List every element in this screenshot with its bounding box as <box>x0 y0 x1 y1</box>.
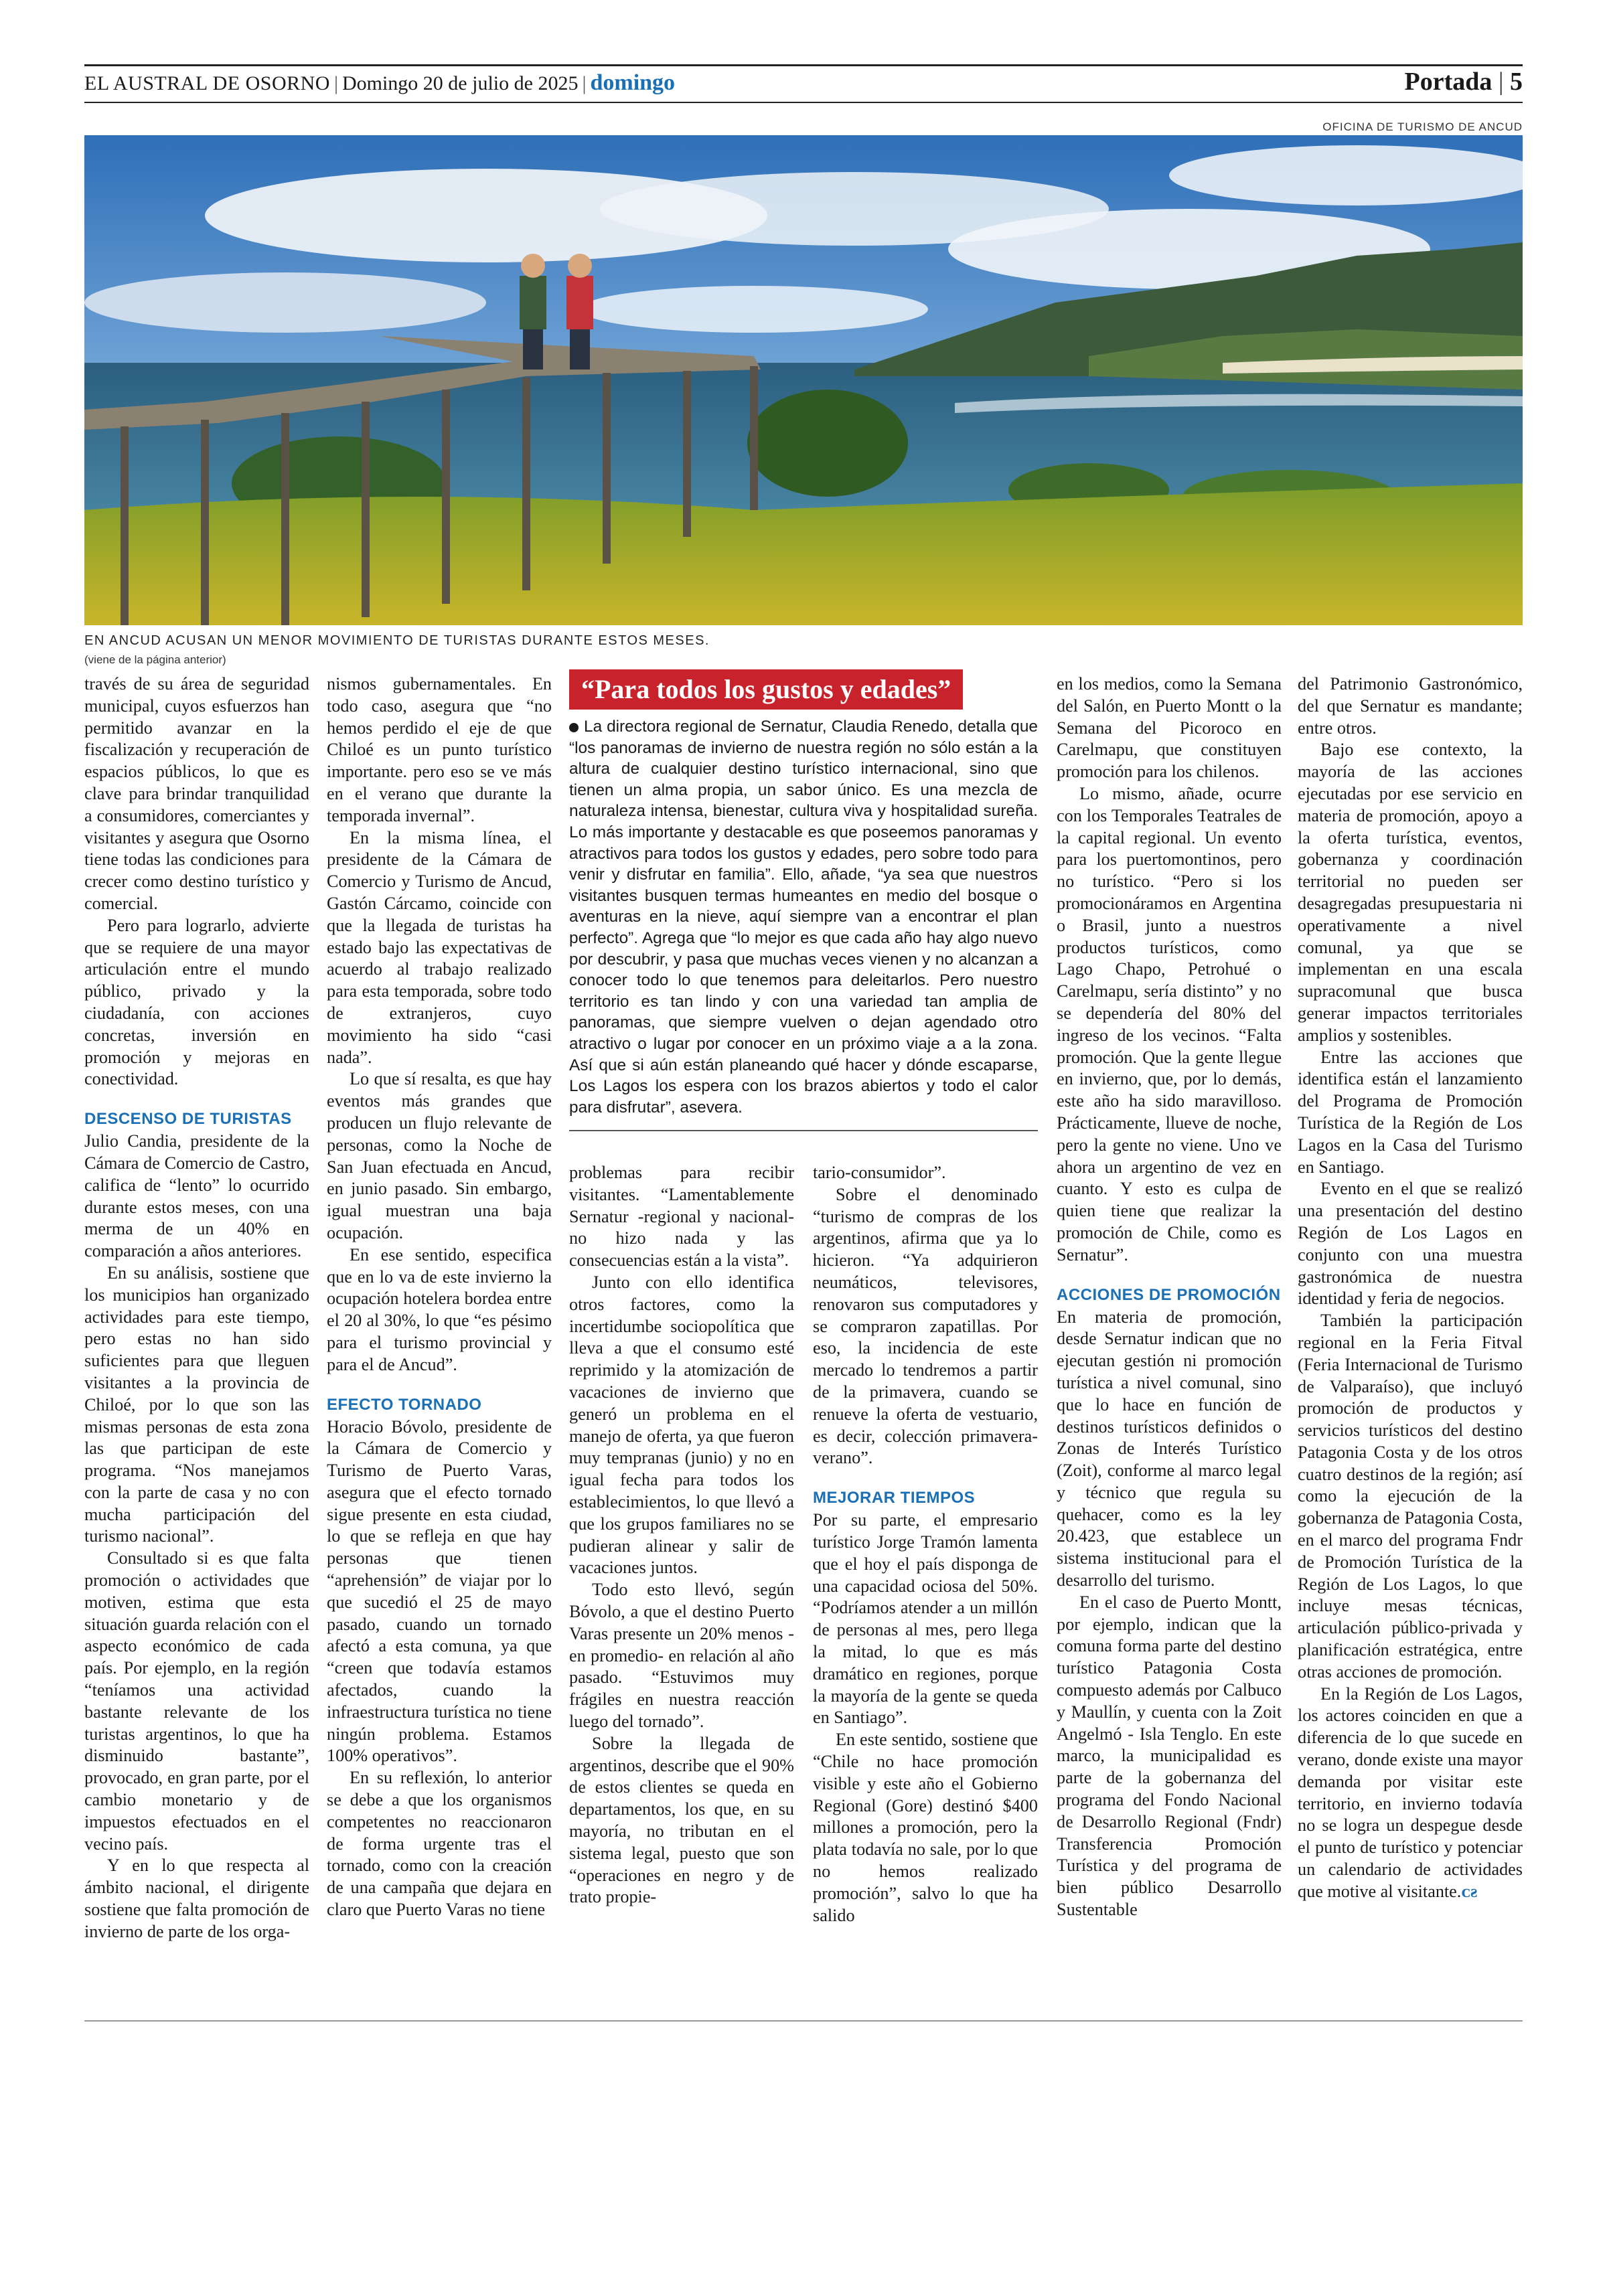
article-column-2 <box>327 673 552 1921</box>
section-name: Portada <box>1404 68 1493 96</box>
article-paragraph: Por su parte, el empresario turístico Jorge Tramón lamenta que el hoy el país disponga de una capacidad ociosa del 50%. “Podríamos atender a un millón de personas al mes, pero llega la mitad, lo que es más dramático en regiones, porque la mayoría de la gente se queda en Santiago”. <box>813 1510 1038 1728</box>
article-paragraph: Julio Candia, presidente de la Cámara de Comercio de Castro, califica de “lento” lo ocurrido durante estos meses, con una merma de un 40% en comparación a años anteriores. <box>84 1131 309 1261</box>
box-body <box>569 716 1038 1118</box>
article-paragraph: Junto con ello identifica otros factores, como la incertidumbe sociopolítica que lleva a que el consumo esté reprimido y la atomización de vacaciones de invierno que generó un problema en el manejo de oferta, ya que fueron muy tempranas (junio) y no en igual fecha para todos los establecimientos, lo que llevó a que los grupos familiares no se pudieran alinear y salir de vacaciones juntos. <box>569 1272 794 1578</box>
masthead <box>84 70 1523 96</box>
subhead-tornado: EFECTO TORNADO <box>327 1395 482 1414</box>
article-paragraph: Lo mismo, añade, ocurre con los Temporales Teatrales de la capital regional. Un evento para los puertomontinos, pero no turístico. “Pero si los promocionáramos en Argentina o Brasil, junto a nuestros productos turísticos, como Lago Chapo, Petrohué o Carelmapu, sería distinto” y no se dependería del 80% del ingreso de los vecinos. “Falta promoción. Que la gente llegue en invierno, que, por lo demás, este año ha sido maravilloso. Prácticamente, llueve de noche, pero la gente no viene. Uno ve ahora un argentino de vez en cuanto. Y esto es culpa de quien tiene que realizar la promoción de Chile, como es Sernatur”. <box>1057 783 1282 1264</box>
article-paragraph: En el caso de Puerto Montt, por ejemplo, indican que la comuna forma parte del destino turístico Patagonia Costa compuesto además por Calbuco y Maullín, y cuenta con la Zoit Angelmó - Isla Tenglo. En este marco, la municipalidad es parte de la gobernanza del programa del Fondo Nacional de Desarrollo Regional (Fndr) Transferencia Promoción Turística y del programa de bien público Desarrollo Sustentable <box>1057 1592 1282 1920</box>
box-text: La directora regional de Sernatur, Claudia Renedo, detalla que “los panoramas de invierno de nuestra región no sólo están a la altura de cualquier destino turístico internacional, sino que tienen un alma propia, un sabor único. Es una mezcla de naturaleza intensa, bienestar, cultura viva y hospitalidad sureña. Lo más importante y destacable es que poseemos panoramas y atractivos para todos los gustos y edades, pero sobre todo para venir y disfrutar en familia”. Ello, añade, “ya sea que nuestros visitantes busquen termas humeantes en medio del bosque o aventuras en la nieve, aquí siempre van a encontrar el plan perfecto”. Agrega que “lo mejor es que cada año hay algo nuevo por descubrir, y pasa que muchas veces vienen y no alcanzan a conocer todo lo que tenemos para deleitarlos. Pero nuestro territorio es tan lindo y con una variedad tan amplia de panoramas, que siempre vuelven o dejan agendado otro atractivo o lugar por conocer en un próximo viaje a a la zona. Así que si aún están planeando qué hacer y dónde escaparse, Los Lagos los espera con los brazos abiertos y todo el calor para disfrutar”, asevera. <box>569 718 1038 1117</box>
article-column-4 <box>813 1162 1038 1926</box>
section-label <box>1405 66 1523 98</box>
article-paragraph: Todo esto llevó, según Bóvolo, a que el destino Puerto Varas presente un 20% menos -en promedio- en relación al año pasado. “Estuvimos muy frágiles en nuestra reacción luego del tornado”. <box>569 1580 794 1731</box>
article-paragraph: En este sentido, sostiene que “Chile no hace promoción visible y este año el Gobierno Regional (Gore) destinó $400 millones a promoción, pero la plata todavía no sale, por lo que no hemos realizado promoción”, salvo lo que ha salido <box>813 1730 1038 1925</box>
coastal-boardwalk-photo <box>84 135 1523 625</box>
box-bottom-rule <box>569 1130 1038 1131</box>
masthead-bottom-rule <box>84 102 1523 103</box>
article-paragraph: Entre las acciones que identifica están el lanzamiento del Programa de Promoción Turística de la Región de Los Lagos en la Casa del Turismo en Santiago. <box>1298 1047 1523 1177</box>
article-paragraph: través de su área de seguridad municipal, cuyos esfuerzos han permitido avanzar en la fiscalización y recuperación de espacios públicos, lo que es clave para brindar tranquilidad a consumidores, comerciantes y visitantes y asegura que Osorno tiene todas las condiciones para crecer como destino turístico y comercial. <box>84 674 309 913</box>
end-mark-icon: ᴄƨ <box>1461 1881 1478 1901</box>
masthead-separator: | <box>582 72 587 94</box>
subhead-acciones: ACCIONES DE PROMOCIÓN <box>1057 1285 1281 1304</box>
article-paragraph: en los medios, como la Semana del Salón, en Puerto Montt o la Semana del Picoroco en Carelmapu, que constituyen promoción para los chilenos. <box>1057 674 1282 782</box>
article-paragraph: Horacio Bóvolo, presidente de la Cámara de Comercio y Turismo de Puerto Varas, asegura que el efecto tornado sigue presente en esta ciudad, lo que se refleja en que hay personas que tienen “aprehensión” de viajar por lo que sucedió el 25 de mayo pasado, cuando un tornado afectó a esta comuna, ya que “creen que todavía estamos afectados, cuando la infraestructura turística no tiene ningún problema. Estamos 100% operativos”. <box>327 1416 552 1766</box>
article-column-6 <box>1298 673 1523 1903</box>
article-paragraph: Sobre la llegada de argentinos, describe que el 90% de estos clientes se queda en departamentos, los que, en su mayoría, no tributan en el sistema legal, puesto que son “operaciones en negro y de trato propie- <box>569 1733 794 1907</box>
article-paragraph: Consultado si es que falta promoción o actividades que motiven, estima que esta situación guarda relación con el aspecto económico de cada país. Por ejemplo, en la región “teníamos una actividad bastante relevante de los turistas argentinos, lo que ha disminuido bastante”, provocado, en gran parte, por el cambio monetario y de impuestos efectuados en el vecino país. <box>84 1548 309 1854</box>
photo-credit: OFICINA DE TURISMO DE ANCUD <box>1322 120 1523 133</box>
article-column-3 <box>569 1162 794 1908</box>
continued-from-note: (viene de la página anterior) <box>84 653 226 666</box>
article-paragraph: del Patrimonio Gastronómico, del que Sernatur es mandante; entre otros. <box>1298 674 1523 738</box>
article-paragraph <box>1298 1684 1523 1903</box>
article-paragraph: nismos gubernamentales. En todo caso, asegura que “no hemos perdido el eje de que Chiloé es un punto turístico importante. pero eso se ve más en el verano que durante la temporada invernal”. <box>327 674 552 825</box>
article-paragraph: En su análisis, sostiene que los municipios han organizado actividades para este tiempo, pero estas no han sido suficientes para que lleguen visitantes a la provincia de Chiloé, por lo que son las mismas personas de esta zona las que participan de este programa. “Nos manejamos con la parte de casa y no con mucha participación del turismo nacional”. <box>84 1262 309 1546</box>
edition-name: domingo <box>590 70 676 95</box>
masthead-separator: | <box>333 72 338 94</box>
article-paragraph: En la misma línea, el presidente de la Cámara de Comercio y Turismo de Ancud, Gastón Cárcamo, coincide con que la llegada de turistas ha estado bajo las expectativas de acuerdo al trabajo realizado para esta temporada, sobre todo de extranjeros, cuyo movimiento ha sido “casi nada”. <box>327 827 552 1067</box>
bullet-icon <box>569 723 579 732</box>
page-bottom-rule <box>84 2020 1523 2022</box>
article-paragraph: También la participación regional en la Feria Fitval (Feria Internacional de Turismo de Valparaíso), que incluyó promoción de productos y servicios turísticos del destino Patagonia Costa y de los otros cuatro destinos de la región; así como la ejecución de la gobernanza de Patagonia Costa, en el marco del programa Fndr de Promoción Turística de la Región de Los Lagos, lo que incluye mesas técnicas, articulación público-privada y planificación estratégica, entre otras acciones de promoción. <box>1298 1311 1523 1682</box>
article-column-5 <box>1057 673 1282 1921</box>
box-title: “Para todos los gustos y edades” <box>569 669 963 710</box>
article-paragraph: Sobre el denominado “turismo de compras de los argentinos, afirma que ya lo hicieron. “Ya adquirieron neumáticos, televisores, renovaron sus computadores y se compraron zapatillas. Por eso, la incidencia de este mercado lo tendremos a partir de la primavera, cuando se renueve la oferta de vestuario, es decir, colección primavera-verano”. <box>813 1184 1038 1468</box>
article-paragraph: Y en lo que respecta al ámbito nacional, el dirigente sostiene que falta promoción de invierno de parte de los orga- <box>84 1856 309 1941</box>
article-paragraph: En materia de promoción, desde Sernatur indican que no ejecutan gestión ni promoción turística a nivel comunal, sino que lo hace en función de destinos turísticos definidos o Zonas de Interés Turístico (Zoit), conforme al marco legal y técnico que regula su quehacer, como es la ley 20.423, que establece un sistema institucional para el desarrollo del turismo. <box>1057 1307 1282 1590</box>
publication-date: Domingo 20 de julio de 2025 <box>341 72 579 94</box>
subhead-tiempos: MEJORAR TIEMPOS <box>813 1489 976 1507</box>
article-paragraph: problemas para recibir visitantes. “Lamentablemente Sernatur -regional y nacional- no hizo nada y las consecuencias están a la vista”. <box>569 1163 794 1270</box>
article-column-1 <box>84 673 309 1943</box>
publication-name: EL AUSTRAL DE OSORNO <box>84 72 330 94</box>
article-paragraph: Pero para lograrlo, advierte que se requiere de una mayor articulación entre el mundo público, privado y la ciudadanía, con acciones concretas, inversión en promoción y mejoras en conectividad. <box>84 915 309 1089</box>
page-separator: | <box>1492 68 1510 96</box>
article-paragraph: Bajo ese contexto, la mayoría de las acciones ejecutadas por ese servicio en materia de promoción, apoyo a la oferta turística, eventos, gobernanza y coordinación territorial no pueden ser desagregadas presupuestaria ni operativamente a nivel comunal, ya que se implementan en una escala supracomunal que busca generar impactos territoriales amplios y sostenibles. <box>1298 740 1523 1045</box>
lead-photo <box>84 135 1523 625</box>
photo-caption: EN ANCUD ACUSAN UN MENOR MOVIMIENTO DE TURISTAS DURANTE ESTOS MESES. <box>84 633 710 648</box>
article-paragraph: En su reflexión, lo anterior se debe a que los organismos competentes no reaccionaron de forma urgente tras el tornado, como con la creación de una campaña que dejara en claro que Puerto Varas no tiene <box>327 1768 552 1920</box>
article-paragraph: tario-consumidor”. <box>813 1163 946 1182</box>
article-text: En la Región de Los Lagos, los actores coinciden en que a diferencia de lo que sucede en verano, donde existe una mayor demanda por visitar este territorio, en invierno todavía no se logra un despegue desde el punto de turístico y potenciar un calendario de actividades que motive al visitante. <box>1298 1684 1523 1901</box>
masthead-top-rule <box>84 64 1523 66</box>
article-paragraph: En ese sentido, especifica que en lo va de este invierno la ocupación hotelera bordea entre el 20 al 30%, lo que “es pésimo para el turismo provincial y para el de Ancud”. <box>327 1244 552 1374</box>
sidebar-box <box>569 669 1038 1118</box>
article-paragraph: Lo que sí resalta, es que hay eventos más grandes que producen un flujo relevante de personas, como la Noche de San Juan efectuada en Ancud, en junio pasado. Sin embargo, igual muestran una baja ocupación. <box>327 1069 552 1242</box>
page-number: 5 <box>1510 68 1523 96</box>
subhead-descenso: DESCENSO DE TURISTAS <box>84 1110 292 1129</box>
article-paragraph: Evento en el que se realizó una presentación del destino Región de Los Lagos en conjunto con una muestra gastronómica de nuestra identidad y feria de negocios. <box>1298 1179 1523 1309</box>
